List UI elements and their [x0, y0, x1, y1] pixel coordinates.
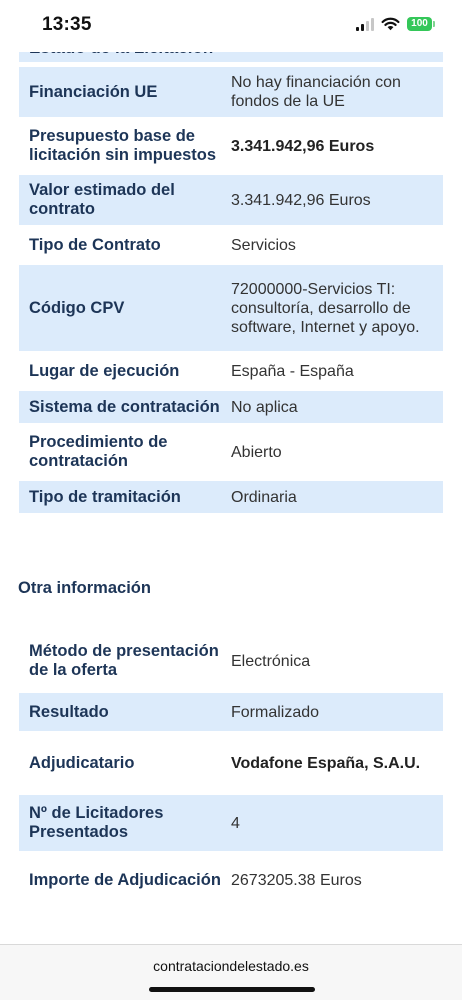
detail-value: Abierto: [231, 443, 282, 461]
detail-label: Procedimiento de contratación: [29, 433, 168, 470]
detail-value: Formalizado: [231, 693, 443, 731]
detail-row: [19, 121, 443, 171]
detail-label: Código CPV: [19, 265, 231, 351]
detail-value: Ordinaria: [231, 481, 443, 513]
detail-row: [19, 795, 443, 851]
detail-row: [19, 355, 443, 387]
detail-value: Vodafone España, S.A.U.: [231, 754, 421, 772]
detail-label: Nº de Licitadores Presentados: [19, 795, 231, 851]
detail-row: [19, 633, 443, 689]
detail-value: Electrónica: [231, 652, 311, 670]
detail-row: [19, 175, 443, 225]
other-info-table: [19, 629, 443, 909]
detail-value: España - España: [231, 362, 354, 380]
detail-label: Financiación UE: [19, 67, 231, 117]
detail-value: 3.341.942,96 Euros: [231, 137, 375, 155]
detail-row: [19, 735, 443, 791]
detail-value: 72000000-Servicios TI: consultoría, desarrollo de software, Internet y apoyo.: [231, 265, 443, 351]
detail-label: Tipo de Contrato: [29, 235, 161, 254]
detail-label: Lugar de ejecución: [29, 361, 180, 380]
cellular-signal-icon: [356, 18, 374, 31]
status-icons: [356, 17, 432, 31]
detail-label: Sistema de contratación: [19, 391, 231, 423]
detail-value: No hay financiación con fondos de la UE: [231, 67, 443, 117]
detail-row: [19, 481, 443, 513]
detail-label: Adjudicatario: [29, 753, 135, 772]
detail-row: [19, 265, 443, 351]
detail-row: [19, 693, 443, 731]
status-bar: [0, 0, 462, 52]
section-title-otra-informacion: Otra información: [18, 579, 151, 597]
detail-row: [19, 67, 443, 117]
detail-value: 4: [231, 795, 443, 851]
detail-value: 2673205.38 Euros: [231, 871, 362, 889]
detail-row: [19, 855, 443, 905]
wifi-icon: [381, 17, 400, 31]
detail-value: No aplica: [231, 391, 443, 423]
detail-label: Resultado: [19, 693, 231, 731]
detail-row: [19, 391, 443, 423]
battery-icon: 100: [407, 17, 432, 31]
detail-label: Método de presentación de la oferta: [29, 642, 219, 679]
status-time: 13:35: [42, 14, 92, 35]
url-bar[interactable]: contrataciondelestado.es: [153, 958, 309, 974]
detail-label: Tipo de tramitación: [19, 481, 231, 513]
detail-value: 3.341.942,96 Euros: [231, 175, 443, 225]
detail-label: Valor estimado del contrato: [19, 175, 231, 225]
home-indicator[interactable]: [149, 987, 315, 992]
detail-row: [19, 229, 443, 261]
browser-bottom-bar: [0, 944, 462, 1000]
contract-details-table: [19, 63, 443, 517]
detail-row: [19, 427, 443, 477]
detail-value: Servicios: [231, 236, 296, 254]
detail-label: Presupuesto base de licitación sin impuestos: [29, 127, 217, 164]
detail-label: Importe de Adjudicación: [29, 870, 221, 889]
